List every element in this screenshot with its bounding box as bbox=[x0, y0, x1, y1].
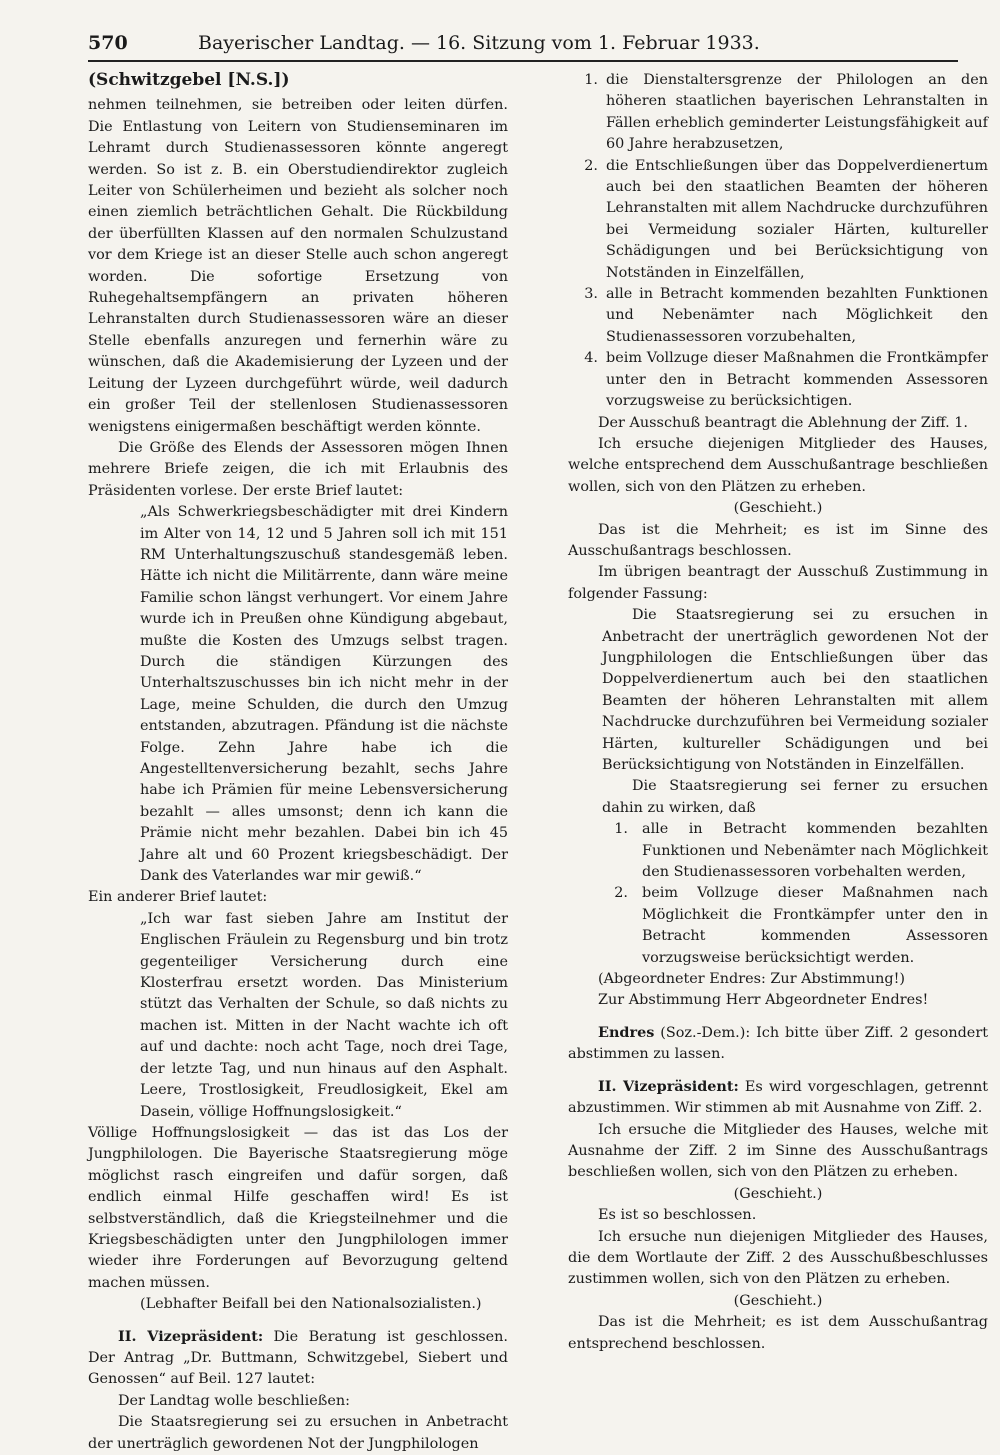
paragraph: Es ist so beschlossen. bbox=[598, 1207, 757, 1224]
list-item: 3. alle in Betracht kommenden bezahlten Funktionen und Nebenämter nach Möglichkeit den Studienassessoren vorzubehalten, bbox=[584, 286, 988, 345]
speaker-label: II. Vizepräsident: bbox=[118, 1327, 264, 1345]
right-column bbox=[568, 70, 988, 1355]
paragraph: Zur Abstimmung Herr Abgeordneter Endres! bbox=[598, 992, 929, 1009]
statement-text: Es wird vorgeschlagen, getrennt abzustimmen. Wir stimmen ab mit Ausnahme von Ziff. 2. bbox=[568, 1078, 988, 1117]
paragraph: Ein anderer Brief lautet: bbox=[88, 889, 268, 906]
applause-note: (Lebhafter Beifall bei den Nationalsozialisten.) bbox=[140, 1296, 482, 1313]
letter-quote: „Als Schwerkriegsbeschädigter mit drei Kindern im Alter von 14, 12 und 5 Jahren soll ich mit 151 RM Unterhaltungszuschuß standesgemäß leben. Hätte ich nicht die Militärrente, dann wäre meine Familie schon längst verhungert. Vor einem Jahre wurde ich in Preußen ohne Kündigung abgebaut, mußte die Kosten des Umzugs selbst tragen. Durch die ständigen Kürzungen des Unterhaltszuschusses bin ich nicht mehr in der Lage, meine Schulden, die durch den Umzug entstanden, abzutragen. Pfändung ist die nächste Folge. Zehn Jahre habe ich die Angestelltenversicherung bezahlt, sechs Jahre habe ich Prämien für meine Lebensversicherung bezahlt — alles umsonst; denn ich kann die Prämie nicht mehr bezahlen. Dabei bin ich 45 Jahre alt und 60 Prozent kriegsbeschädigt. Der Dank des Vaterlandes war mir gewiß.“ bbox=[140, 504, 508, 885]
list-item: 2. beim Vollzuge dieser Maßnahmen nach Möglichkeit die Frontkämpfer unter den in Betracht kommenden Assessoren vorzugsweise berücksichtigt werden. bbox=[614, 885, 988, 966]
left-column bbox=[88, 70, 508, 1455]
vice-president-statement bbox=[568, 1076, 988, 1120]
paragraph: Die Größe des Elends der Assessoren mögen Ihnen mehrere Briefe zeigen, die ich mit Erlaubnis des Präsidenten vorlese. Der erste Brief lautet: bbox=[88, 439, 508, 499]
letter-quote: „Ich war fast sieben Jahre am Institut der Englischen Fräulein zu Regensburg und bin trotz gegenteiliger Versicherung durch eine Klosterfrau ersetzt worden. Das Ministerium stützt das Verhalten der Schule, so daß nichts zu machen ist. Mitten in der Nacht wachte ich oft auf und dachte: noch acht Tage, noch drei Tage, der letzte Tag, und nun hinaus auf den Asphalt. Leere, Trostlosigkeit, Freudlosigkeit, Ekel am Dasein, völlige Hoffnungslosigkeit.“ bbox=[140, 910, 508, 1120]
resolution-text: Die Staatsregierung sei zu ersuchen in Anbetracht der unerträglich gewordenen Not der Jungphilologen bbox=[88, 1414, 508, 1452]
paragraph: Das ist die Mehrheit; es ist dem Ausschußantrag entsprechend beschlossen. bbox=[568, 1314, 988, 1352]
paragraph: Ich ersuche diejenigen Mitglieder des Hauses, welche entsprechend dem Ausschußantrage beschließen wollen, sich von den Plätzen zu erheben. bbox=[568, 435, 988, 495]
speaker-label: II. Vizepräsident: bbox=[598, 1077, 739, 1095]
paragraph: Ich ersuche die Mitglieder des Hauses, welche mit Ausnahme der Ziff. 2 im Sinne des Ausschußantrags beschließen wollen, sich von den Plätzen zu erheben. bbox=[568, 1121, 988, 1181]
paragraph: nehmen teilnehmen, sie betreiben oder leiten dürfen. Die Entlastung von Leitern von Studienseminaren im Lehramt durch Studienassessoren könnte angeregt werden. So ist z. B. ein Oberstudiendirektor zugleich Leiter von Schülerheimen und bezieht als solcher noch einen ziemlich beträchtlichen Gehalt. Die Rückbildung der überfüllten Klassen auf den normalen Schulzustand vor dem Kriege ist an dieser Stelle auch schon angeregt worden. Die sofortige Ersetzung von Ruhegehaltsempfängern an privaten höheren Lehranstalten durch Studienassessoren wäre an dieser Stelle ebenfalls anzuregen und fernerhin wäre zu wünschen, daß die Akademisierung der Lyzeen und der Leitung der Lyzeen durchgeführt würde, weil dadurch ein großer Teil der stellenlosen Studienassessoren wenigstens einigermaßen beschäftigt werden könnte. bbox=[88, 97, 508, 435]
committee-items bbox=[568, 819, 988, 969]
paragraph: Das ist die Mehrheit; es ist im Sinne des Ausschußantrags beschlossen. bbox=[568, 521, 988, 559]
interjection: (Abgeordneter Endres: Zur Abstimmung!) bbox=[598, 971, 905, 988]
list-item: 4. beim Vollzuge dieser Maßnahmen die Frontkämpfer unter den in Betracht kommenden Assessoren vorzugsweise zu berücksichtigen. bbox=[584, 350, 988, 410]
endres-statement bbox=[568, 1022, 988, 1066]
list-item: 1. alle in Betracht kommenden bezahlten Funktionen und Nebenämter nach Möglichkeit den Studienassessoren vorbehalten werden, bbox=[614, 821, 988, 881]
speaker-label: Endres bbox=[598, 1023, 655, 1041]
stage-note: (Geschieht.) bbox=[733, 1292, 823, 1309]
stage-note: (Geschieht.) bbox=[733, 500, 823, 517]
committee-text: Die Staatsregierung sei zu ersuchen in Anbetracht der unerträglich gewordenen Not der Jungphilologen die Entschließungen über das Doppelverdienertum auch bei den staatlichen Beamten der höheren Lehranstalten mit allem Nachdrucke durchzuführen bei Vermeidung sozialer Härten, kultureller Schädigungen und bei Berücksichtigung von Notständen in Einzelfällen. bbox=[602, 607, 988, 773]
paragraph: Der Ausschuß beantragt die Ablehnung der Ziff. 1. bbox=[598, 414, 968, 431]
list-item: 1. die Dienstaltersgrenze der Philologen an den höheren staatlichen bayerischen Lehranstalten in Fällen erheblich geminderter Leistungsfähigkeit auf 60 Jahre herabzusetzen, bbox=[584, 72, 988, 153]
statement-text: Die Beratung ist geschlossen. Der Antrag „Dr. Buttmann, Schwitzgebel, Siebert und Genossen“ auf Beil. 127 lautet: bbox=[88, 1328, 508, 1388]
paragraph: Im übrigen beantragt der Ausschuß Zustimmung in folgender Fassung: bbox=[568, 564, 988, 602]
motion-items bbox=[568, 70, 988, 413]
committee-text: Die Staatsregierung sei ferner zu ersuchen dahin zu wirken, daß bbox=[602, 778, 988, 816]
stage-note: (Geschieht.) bbox=[733, 1185, 823, 1202]
speaker-heading: (Schwitzgebel [N.S.]) bbox=[88, 70, 290, 90]
paragraph: Ich ersuche nun diejenigen Mitglieder des Hauses, die dem Wortlaute der Ziff. 2 des Ausschußbeschlusses zustimmen wollen, sich von den Plätzen zu erheben. bbox=[568, 1228, 988, 1288]
list-item: 2. die Entschließungen über das Doppelverdienertum auch bei den staatlichen Beamten der höheren Lehranstalten mit allem Nachdrucke durchzuführen bei Vermeidung sozialer Härten, kultureller Schädigungen und bei Berücksichtigung von Notständen in Einzelfällen, bbox=[584, 157, 988, 281]
page-header bbox=[88, 30, 958, 62]
paragraph: Völlige Hoffnungslosigkeit — das ist das Los der Jungphilologen. Die Bayerische Staatsregierung möge möglichst rasch eingreifen und dafür sorgen, daß endlich einmal Hilfe geschaffen wird! Es ist selbstverständlich, daß die Kriegsteilnehmer und die Kriegsbeschädigten unter den Jungphilologen immer wieder ihre Forderungen auf Bevorzugung geltend machen müssen. bbox=[88, 1124, 508, 1291]
resolution-intro: Der Landtag wolle beschließen: bbox=[118, 1392, 350, 1409]
vice-president-statement bbox=[88, 1326, 508, 1391]
page-number: 570 bbox=[88, 32, 128, 54]
running-title: Bayerischer Landtag. — 16. Sitzung vom 1. Februar 1933. bbox=[198, 32, 760, 54]
statement-text: (Soz.-Dem.): Ich bitte über Ziff. 2 gesondert abstimmen zu lassen. bbox=[568, 1024, 988, 1063]
